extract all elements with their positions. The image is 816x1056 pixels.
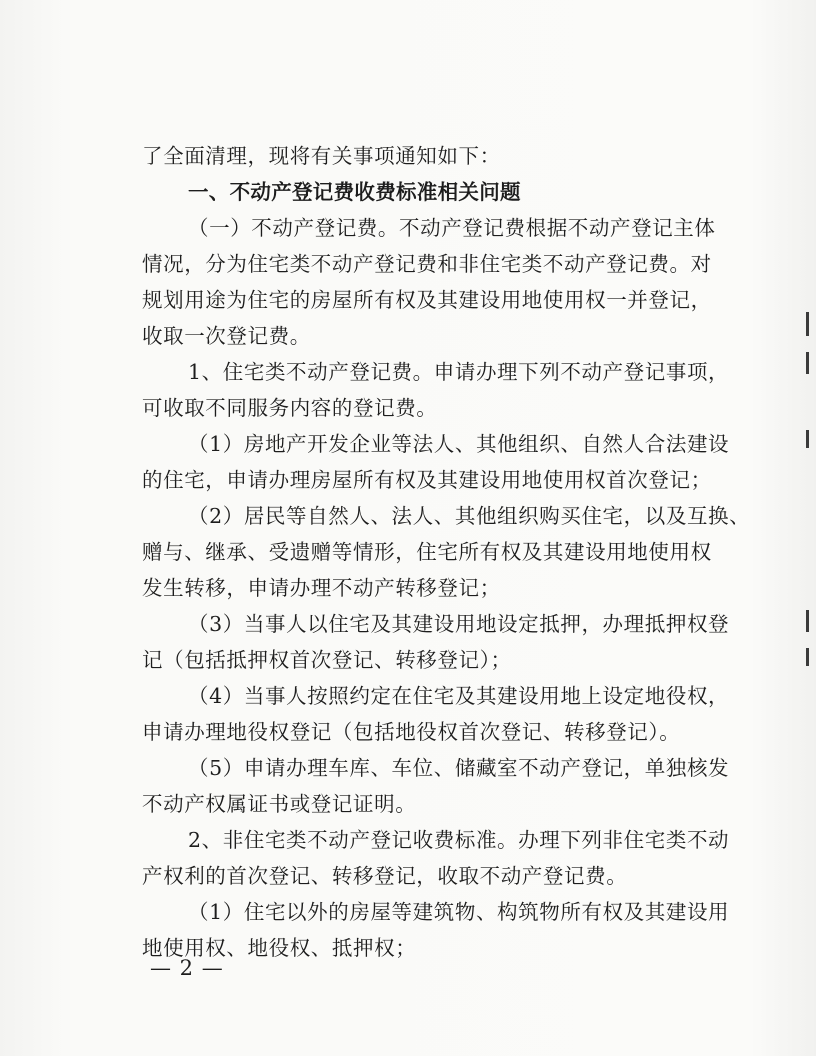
text-line: 1、住宅类不动产登记费。申请办理下列不动产登记事项， <box>188 360 730 384</box>
text-line: 规划用途为住宅的房屋所有权及其建设用地使用权一并登记， <box>142 288 712 312</box>
text-line: 申请办理地役权登记（包括地役权首次登记、转移登记）。 <box>142 720 681 744</box>
text-line: 2、非住宅类不动产登记收费标准。办理下列非住宅类不动 <box>188 828 730 852</box>
scan-edge-mark <box>806 352 809 374</box>
text-line: 赠与、继承、受遗赠等情形，住宅所有权及其建设用地使用权 <box>142 540 712 564</box>
scan-edge-mark <box>806 648 809 666</box>
text-line: 的住宅，申请办理房屋所有权及其建设用地使用权首次登记； <box>142 468 712 492</box>
text-line: 地使用权、地役权、抵押权； <box>142 936 417 960</box>
section-heading: 一、不动产登记费收费标准相关问题 <box>188 180 521 204</box>
text-line: 不动产权属证书或登记证明。 <box>142 792 417 816</box>
scan-edge-mark <box>806 430 809 448</box>
text-line: 情况，分为住宅类不动产登记费和非住宅类不动产登记费。对 <box>142 252 712 276</box>
text-line: （1）住宅以外的房屋等建筑物、构筑物所有权及其建设用 <box>188 900 730 924</box>
text-line: （一）不动产登记费。不动产登记费根据不动产登记主体 <box>188 216 716 240</box>
text-line: 发生转移，申请办理不动产转移登记； <box>142 576 501 600</box>
text-line: 可收取不同服务内容的登记费。 <box>142 396 438 420</box>
text-line: （4）当事人按照约定在住宅及其建设用地上设定地役权， <box>188 684 730 708</box>
text-line: 收取一次登记费。 <box>142 324 311 348</box>
text-line: 了全面清理，现将有关事项通知如下： <box>142 144 501 168</box>
scan-edge-mark <box>806 610 809 632</box>
scan-edge-mark <box>806 312 809 336</box>
text-line: （3）当事人以住宅及其建设用地设定抵押，办理抵押权登 <box>188 612 730 636</box>
text-line: （2）居民等自然人、法人、其他组织购买住宅，以及互换、 <box>188 504 751 528</box>
text-line: 记（包括抵押权首次登记、转移登记）； <box>142 648 512 672</box>
page-number: — 2 — <box>150 956 224 980</box>
text-line: （5）申请办理车库、车位、储藏室不动产登记，单独核发 <box>188 756 730 780</box>
text-line: （1）房地产开发企业等法人、其他组织、自然人合法建设 <box>188 432 730 456</box>
text-line: 产权利的首次登记、转移登记，收取不动产登记费。 <box>142 864 628 888</box>
